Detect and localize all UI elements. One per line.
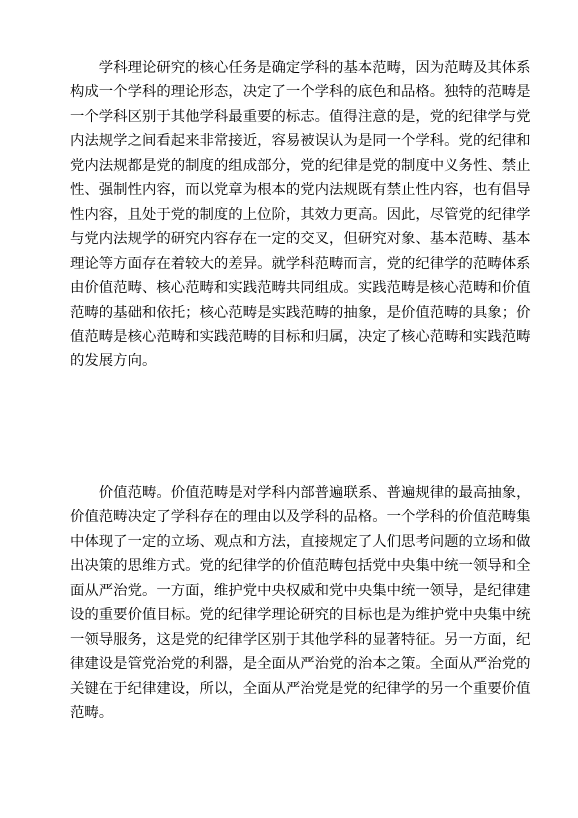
text-line: 性内容，且处于党的制度的上位阶，其效力更高。因此，尽管党的纪律学: [70, 206, 531, 223]
text-line: 值范畴是核心范畴和实践范畴的目标和归属，决定了核心范畴和实践范畴: [70, 328, 531, 345]
text-line: 构成一个学科的理论形态，决定了一个学科的底色和品格。独特的范畴是: [70, 84, 531, 101]
text-line: 价值范畴决定了学科存在的理由以及学科的品格。一个学科的价值范畴集: [70, 509, 531, 526]
text-line: 的发展方向。: [70, 353, 157, 370]
paragraph-value-category: [70, 481, 531, 726]
text-line: 内法规学之间看起来非常接近，容易被误认为是同一个学科。党的纪律和: [70, 133, 531, 150]
text-line: 中体现了一定的立场、观点和方法，直接规定了人们思考问题的立场和做: [70, 533, 531, 550]
text-line: 律建设是管党治党的利器，是全面从严治党的治本之策。全面从严治党的: [70, 656, 531, 673]
text-line: 一个学科区别于其他学科最重要的标志。值得注意的是，党的纪律学与党: [70, 108, 531, 125]
text-line: 面从严治党。一方面，维护党中央权威和党中央集中统一领导，是纪律建: [70, 582, 531, 599]
text-line: 理论等方面存在着较大的差异。就学科范畴而言，党的纪律学的范畴体系: [70, 255, 531, 272]
text-line: 性、强制性内容，而以党章为根本的党内法规既有禁止性内容，也有倡导: [70, 182, 531, 199]
text-line: 范畴的基础和依托；核心范畴是实践范畴的抽象，是价值范畴的具象；价: [70, 304, 531, 321]
text-line: 价值范畴。价值范畴是对学科内部普遍联系、普遍规律的最高抽象，: [98, 485, 531, 501]
text-line: 党内法规都是党的制度的组成部分，党的纪律是党的制度中义务性、禁止: [70, 157, 531, 174]
text-line: 设的重要价值目标。党的纪律学理论研究的目标也是为维护党中央集中统: [70, 607, 531, 624]
text-line: 出决策的思维方式。党的纪律学的价值范畴包括党中央集中统一领导和全: [70, 558, 531, 575]
text-line: 由价值范畴、核心范畴和实践范畴共同组成。实践范畴是核心范畴和价值: [70, 280, 531, 297]
text-line: 关键在于纪律建设，所以，全面从严治党是党的纪律学的另一个重要价值: [70, 680, 531, 697]
text-line: 学科理论研究的核心任务是确定学科的基本范畴，因为范畴及其体系: [98, 60, 531, 76]
paragraph-discipline-categories: [70, 56, 531, 374]
text-line: 一领导服务，这是党的纪律学区别于其他学科的显著特征。另一方面，纪: [70, 631, 531, 648]
text-line: 与党内法规学的研究内容存在一定的交叉，但研究对象、基本范畴、基本: [70, 231, 531, 248]
text-line: 范畴。: [70, 705, 114, 722]
